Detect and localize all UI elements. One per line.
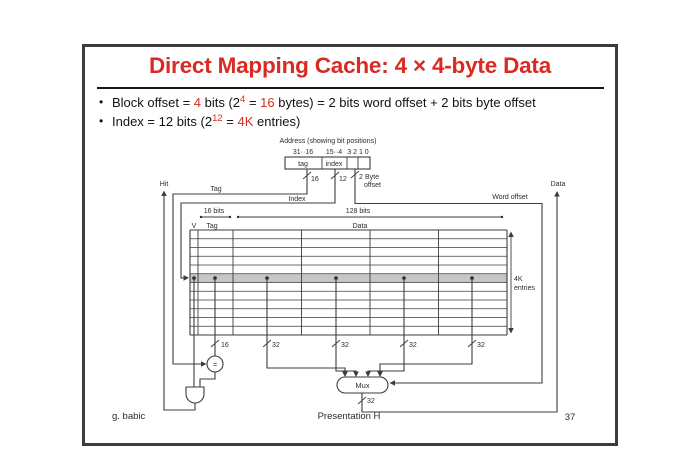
cache-diagram bbox=[84, 130, 616, 444]
word2-arrow bbox=[365, 372, 371, 378]
footer-page-number: 37 bbox=[564, 412, 576, 423]
word-offset-arrow bbox=[390, 380, 396, 386]
width-128bits-label: 128 bits bbox=[345, 208, 371, 215]
word1-arrow bbox=[353, 372, 359, 378]
footer-author: g. babic bbox=[112, 411, 146, 422]
col-data-header: Data bbox=[352, 223, 368, 230]
entries-label-1: 4K bbox=[514, 276, 523, 283]
slide-title: Direct Mapping Cache: 4 × 4-byte Data bbox=[148, 53, 552, 78]
word0-arrow bbox=[342, 372, 348, 378]
comparator-symbol: = bbox=[212, 362, 218, 369]
address-title-label: Address (showing bit positions) bbox=[279, 138, 377, 145]
word-offset-label: Word offset bbox=[492, 194, 528, 201]
bullet1-text: Block offset = 4 bits ($2^4 = 16$ bytes) = 2 bits word offset + 2 bits byte offset bbox=[112, 94, 536, 110]
index-wire bbox=[181, 169, 335, 278]
comparator-out-wire bbox=[200, 372, 215, 387]
dim-arrow-up bbox=[508, 232, 514, 238]
dim-arrow-down bbox=[508, 328, 514, 334]
tag-wire-label: Tag bbox=[210, 186, 222, 193]
hit-label: Hit bbox=[159, 181, 169, 188]
bus-width-slashes bbox=[211, 171, 476, 404]
byte-offset-label-2: offset bbox=[364, 182, 381, 189]
data-out-arrow bbox=[554, 191, 560, 197]
bit-positions-tag: 31··16 bbox=[292, 149, 314, 156]
col-tag-header: Tag bbox=[206, 223, 218, 230]
word-width-label: 32 bbox=[341, 342, 349, 349]
bullet2-text: Index = 12 bits ($2^{12} = 4K$ entries) bbox=[112, 113, 301, 129]
word-width-label: 32 bbox=[272, 342, 280, 349]
wires bbox=[161, 169, 560, 412]
width-16bits-label: 16 bits bbox=[203, 208, 225, 215]
dim-end bbox=[501, 216, 503, 218]
tag-wire-arrow bbox=[201, 361, 207, 367]
word-width-label: 32 bbox=[409, 342, 417, 349]
bit-positions-index: 15··4 bbox=[325, 149, 343, 156]
bullet-list bbox=[98, 94, 608, 132]
tag-out-width-label: 16 bbox=[221, 342, 229, 349]
width-16-label: 16 bbox=[311, 176, 319, 183]
mux-label: Mux bbox=[355, 381, 370, 390]
data-label: Data bbox=[550, 181, 566, 188]
field-index-label: index bbox=[325, 161, 343, 168]
dim-end bbox=[237, 216, 239, 218]
bullet-block-offset bbox=[98, 94, 608, 113]
index-wire-label: Index bbox=[288, 196, 306, 203]
word-width-label: 32 bbox=[477, 342, 485, 349]
title-underline bbox=[97, 87, 604, 89]
byte-offset-label-1: Byte bbox=[365, 174, 380, 181]
selected-row-highlight bbox=[190, 274, 507, 283]
index-wire-arrow bbox=[184, 275, 190, 281]
entries-label-2: entries bbox=[514, 285, 536, 292]
width-12-label: 12 bbox=[339, 176, 347, 183]
hit-arrow bbox=[161, 191, 167, 197]
dim-end bbox=[229, 216, 231, 218]
and-gate bbox=[186, 387, 204, 403]
field-tag-label: tag bbox=[298, 161, 308, 168]
width-2-label: 2 bbox=[359, 174, 363, 181]
bullet-marker: • bbox=[99, 114, 104, 128]
bullet-marker: • bbox=[99, 95, 104, 109]
mux-out-width-label: 32 bbox=[367, 398, 375, 405]
cache-table-grid bbox=[190, 230, 507, 335]
word3-arrow bbox=[377, 372, 383, 378]
bit-positions-offset: 3 2 1 0 bbox=[347, 149, 369, 156]
dim-end bbox=[200, 216, 202, 218]
footer-center: Presentation H bbox=[317, 411, 381, 422]
data-out-wire bbox=[362, 193, 557, 412]
col-v-header: V bbox=[191, 223, 197, 230]
